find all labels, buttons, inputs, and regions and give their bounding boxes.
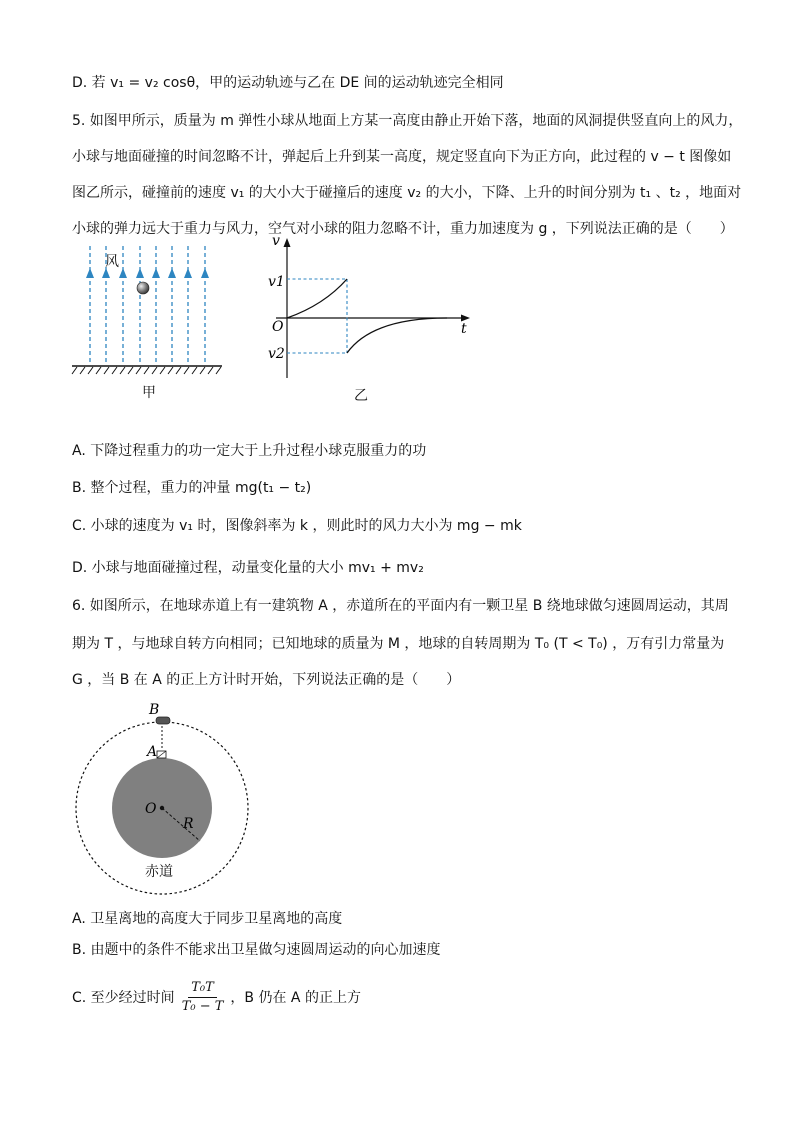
fraction-numerator: T₀T (188, 979, 217, 998)
q5-stem-line-2: 小球与地面碰撞的时间忽略不计，弹起后上升到某一高度，规定竖直向下为正方向，此过程的 v − t 图像如 (72, 149, 732, 165)
v2-label: v2 (268, 346, 285, 362)
v1-label: v1 (268, 274, 285, 290)
fig-jia-caption: 甲 (142, 385, 156, 401)
label-r: R (183, 816, 194, 832)
q6-stem-line-1: 6. 如图所示，在地球赤道上有一建筑物 A ，赤道所在的平面内有一颗卫星 B 绕地球做匀速圆周运动，其周 (72, 598, 729, 614)
q5-stem-line-1: 5. 如图甲所示，质量为 m 弹性小球从地面上方某一高度由静止开始下落，地面的风洞提供竖直向上的风力， (72, 113, 743, 129)
t-axis-label: t (461, 321, 467, 337)
q4-option-d[interactable]: D. 若 v₁ = v₂ cosθ，甲的运动轨迹与乙在 DE 间的运动轨迹完全相同 (72, 75, 504, 91)
q6-stem-line-3: G ，当 B 在 A 的正上方计时开始，下列说法正确的是（ ） (72, 672, 461, 688)
q5-stem-line-3: 图乙所示，碰撞前的速度 v₁ 的大小大于碰撞后的速度 v₂ 的大小，下降、上升的时间分别为 t₁ 、t₂ ，地面对 (72, 185, 742, 201)
v-axis-label: v (272, 233, 280, 249)
q5-option-b[interactable]: B. 整个过程，重力的冲量 mg(t₁ − t₂) (72, 480, 312, 496)
origin-label: O (272, 319, 284, 335)
fraction-denominator: T₀ − T (181, 998, 224, 1014)
q5-figure-vt-graph (262, 230, 482, 408)
label-b: B (149, 702, 160, 718)
satellite-b (156, 717, 170, 724)
q5-stem-line-4: 小球的弹力远大于重力与风力，空气对小球的阻力忽略不计，重力加速度为 g ，下列说法正确的是（ ） (72, 221, 734, 237)
q5-figure-wind-tunnel (68, 236, 228, 406)
curve-rising (347, 318, 447, 353)
q6-option-a[interactable]: A. 卫星离地的高度大于同步卫星离地的高度 (72, 911, 343, 927)
q6-option-c-fraction (179, 979, 227, 1016)
q6-stem-line-2: 期为 T ，与地球自转方向相同；已知地球的质量为 M ，地球的自转周期为 T₀ (T < T₀) ，万有引力常量为 (72, 636, 725, 652)
q6-option-c-suffix: ，B 仍在 A 的正上方 (230, 990, 361, 1006)
q5-option-c[interactable]: C. 小球的速度为 v₁ 时，图像斜率为 k ，则此时的风力大小为 mg − mk (72, 518, 522, 534)
ball (137, 282, 149, 294)
q5-option-d[interactable]: D. 小球与地面碰撞过程，动量变化量的大小 mv₁ + mv₂ (72, 560, 424, 576)
fig-yi-caption: 乙 (354, 388, 368, 404)
q6-figure-orbit (68, 700, 258, 900)
q6-option-c-prefix: C. 至少经过时间 (72, 990, 175, 1006)
label-a: A (147, 744, 158, 760)
equator-label: 赤道 (145, 864, 173, 880)
q6-option-b[interactable]: B. 由题中的条件不能求出卫星做匀速圆周运动的向心加速度 (72, 942, 441, 958)
label-o: O (145, 801, 157, 817)
q6-option-c[interactable] (72, 972, 361, 1022)
q5-option-a[interactable]: A. 下降过程重力的功一定大于上升过程小球克服重力的功 (72, 443, 427, 459)
curve-falling (287, 279, 347, 318)
wind-label: 风 (105, 254, 119, 270)
